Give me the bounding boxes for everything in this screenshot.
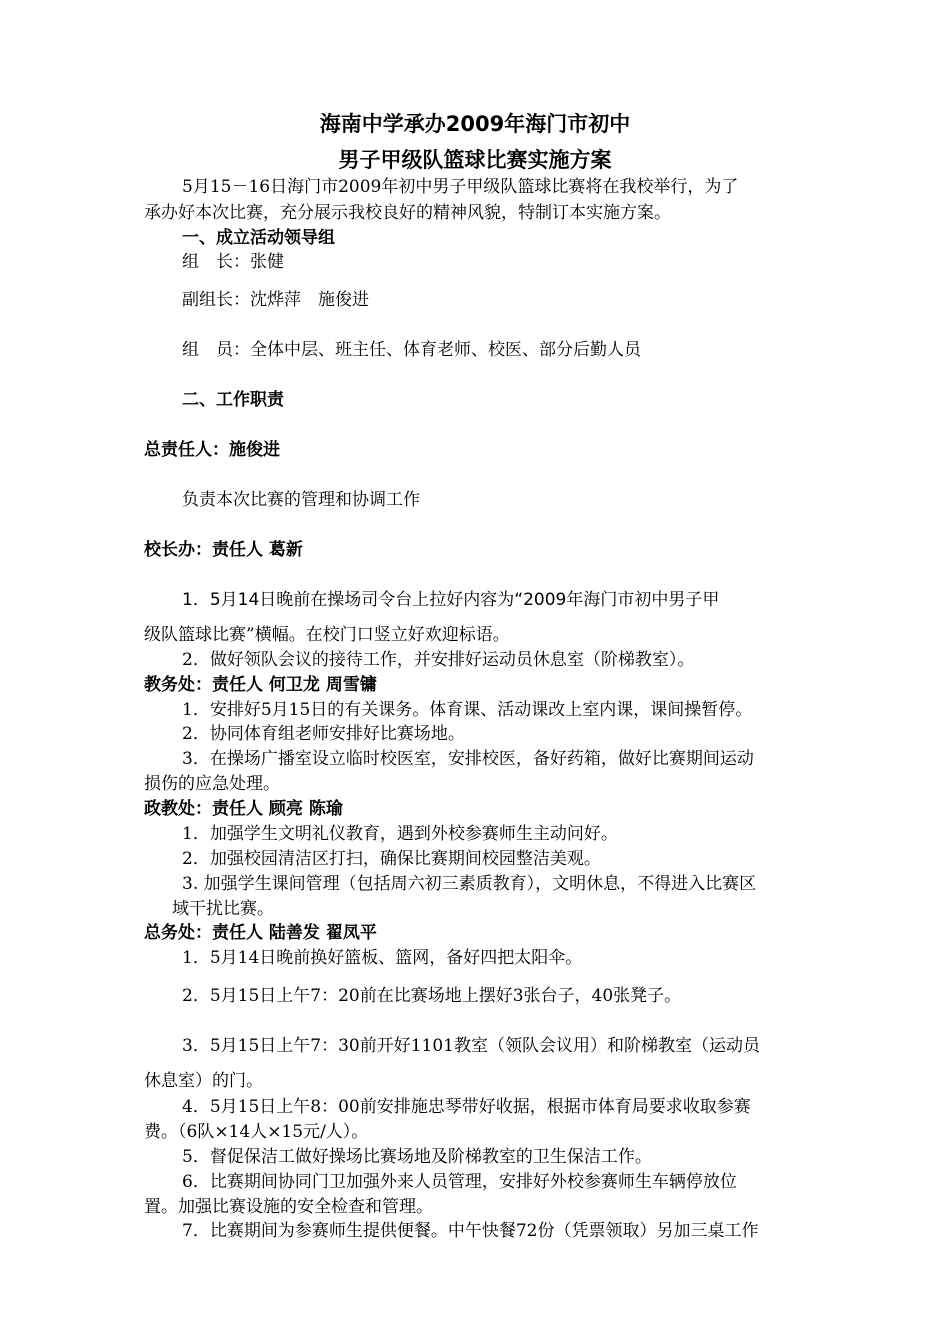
academic-office-item-3-line-2: 损伤的应急处理。: [144, 774, 280, 794]
general-responsible-heading: 总责任人：施俊进: [144, 440, 280, 460]
political-office-item-3-line-2: 域干扰比赛。: [172, 899, 274, 919]
general-affairs-heading: 总务处：责任人 陆善发 翟凤平: [144, 923, 377, 943]
academic-office-item-3-line-1: 3．在操场广播室设立临时校医室，安排校医，备好药箱，做好比赛期间运动: [182, 749, 754, 769]
academic-office-item-2: 2．协同体育组老师安排好比赛场地。: [182, 724, 465, 744]
general-affairs-item-3-line-2: 休息室）的门。: [144, 1071, 263, 1091]
political-office-item-1: 1．加强学生文明礼仪教育，遇到外校参赛师生主动问好。: [182, 824, 618, 844]
section-2-heading: 二、工作职责: [182, 390, 284, 410]
general-affairs-item-3-line-1: 3．5月15日上午7：30前开好1101教室（领队会议用）和阶梯教室（运动员: [182, 1036, 760, 1056]
general-affairs-item-4-line-2: 费。（6队×14人×15元/人）。: [144, 1122, 369, 1142]
general-affairs-item-7-line-1: 7．比赛期间为参赛师生提供便餐。中午快餐72份（凭票领取）另加三桌工作: [182, 1221, 759, 1241]
general-responsible-duty: 负责本次比赛的管理和协调工作: [182, 490, 420, 510]
document-title-line-1: 海南中学承办2009年海门市初中: [319, 112, 631, 136]
political-office-item-2: 2．加强校园清洁区打扫，确保比赛期间校园整洁美观。: [182, 849, 601, 869]
members-line: 组 员：全体中层、班主任、体育老师、校医、部分后勤人员: [182, 340, 641, 360]
general-affairs-item-2: 2．5月15日上午7：20前在比赛场地上摆好3张台子，40张凳子。: [182, 986, 682, 1006]
political-office-item-3-line-1: 3. 加强学生课间管理（包括周六初三素质教育），文明休息，不得进入比赛区: [182, 874, 757, 894]
principal-office-item-1-line-1: 1．5月14日晚前在操场司令台上拉好内容为“2009年海门市初中男子甲: [182, 590, 720, 610]
document-title-line-2: 男子甲级队篮球比赛实施方案: [338, 148, 612, 172]
political-office-heading: 政教处：责任人 顾亮 陈瑜: [144, 799, 343, 819]
deputy-leader-line: 副组长：沈烨萍 施俊进: [182, 290, 369, 310]
general-affairs-item-5: 5．督促保洁工做好操场比赛场地及阶梯教室的卫生保洁工作。: [182, 1147, 652, 1167]
general-affairs-item-4-line-1: 4．5月15日上午8：00前安排施忠琴带好收据，根据市体育局要求收取参赛: [182, 1097, 751, 1117]
general-affairs-item-6-line-2: 置。加强比赛设施的安全检查和管理。: [144, 1197, 433, 1217]
academic-office-item-1: 1．安排好5月15日的有关课务。体育课、活动课改上室内课，课间操暂停。: [182, 700, 753, 720]
principal-office-heading: 校长办：责任人 葛新: [144, 540, 303, 560]
general-affairs-item-1: 1．5月14日晚前换好篮板、篮网，备好四把太阳伞。: [182, 948, 583, 968]
general-affairs-item-6-line-1: 6．比赛期间协同门卫加强外来人员管理，安排好外校参赛师生车辆停放位: [182, 1172, 737, 1192]
section-1-heading: 一、成立活动领导组: [182, 228, 335, 248]
principal-office-item-2: 2．做好领队会议的接待工作，并安排好运动员休息室（阶梯教室）。: [182, 650, 695, 670]
principal-office-item-1-line-2: 级队篮球比赛”横幅。在校门口竖立好欢迎标语。: [144, 625, 510, 645]
intro-line-1: 5月15－16日海门市2009年初中男子甲级队篮球比赛将在我校举行，为了: [182, 177, 739, 197]
academic-office-heading: 教务处：责任人 何卫龙 周雪镛: [144, 675, 377, 695]
leader-line: 组 长：张健: [182, 252, 284, 272]
intro-line-2: 承办好本次比赛，充分展示我校良好的精神风貌，特制订本实施方案。: [144, 203, 671, 223]
